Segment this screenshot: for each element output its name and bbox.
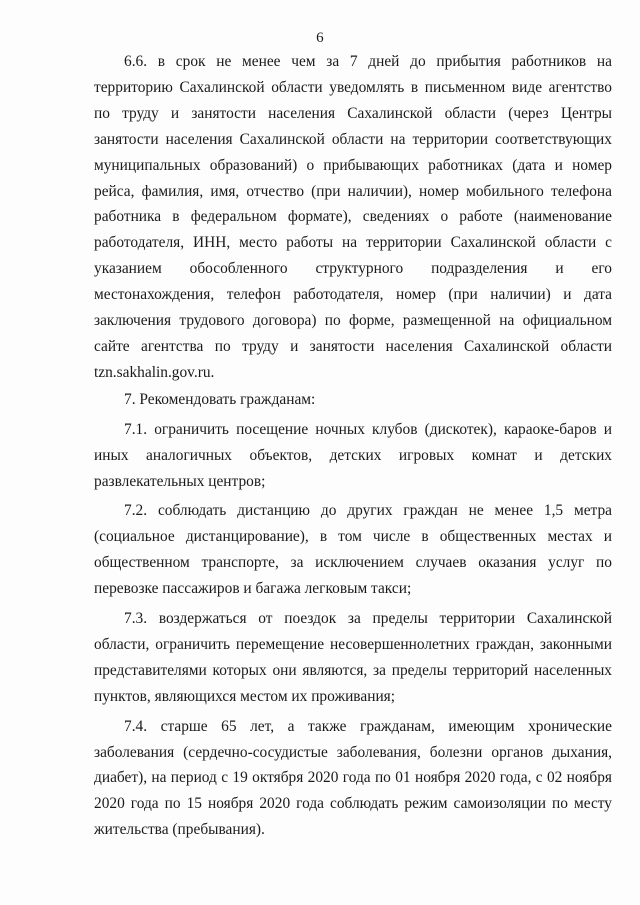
paragraph-7-heading: 7. Рекомендовать гражданам: [124,390,316,408]
paragraph-7-4: 7.4. старше 65 лет, а также гражданам, имеющим хронические заболевания (сердечно-сосудистые заболевания, болезни органов дыхания, диабет), на период с 19 октября 2020 года по 01 ноября 2020 года, с 02 ноября 2020 года по 15 ноября 2020 года соблюдать режим самоизоляции по месту жительства (пребывания). [94,717,612,839]
page-number: 6 [316,30,324,46]
paragraph-6-6: 6.6. в срок не менее чем за 7 дней до прибытия работников на территорию Сахалинской области уведомлять в письменном виде агентство по труду и занятости населения Сахалинской области (через Центры занятости населения Сахалинской области на территории соответствующих муниципальных образований) о прибывающих работниках (дата и номер рейса, фамилия, имя, отчество (при наличии), номер мобильного телефона работника в федеральном формате), сведениях о работе (наименование работодателя, ИНН, место работы на территории Сахалинской области с указанием обособленного структурного подразделения и его местонахождения, телефон работодателя, номер (при наличии) и дата заключения трудового договора) по форме, размещенной на официальном сайте агентства по труду и занятости населения Сахалинской области tzn.sakhalin.gov.ru. [94,53,612,381]
paragraph-7-1: 7.1. ограничить посещение ночных клубов (дискотек), караоке-баров и иных аналогичных объектов, детских игровых комнат и детских развлекательных центров; [94,420,612,490]
paragraph-7-3: 7.3. воздержаться от поездок за пределы территории Сахалинской области, ограничить перемещение несовершеннолетних граждан, законными представителями которых они являются, за пределы территорий населенных пунктов, являющихся местом их проживания; [94,610,612,705]
document-body [94,49,612,843]
paragraph-7-2: 7.2. соблюдать дистанцию до других граждан не менее 1,5 метра (социальное дистанцирование), в том числе в общественных местах и общественном транспорте, за исключением случаев оказания услуг по перевозке пассажиров и багажа легковым такси; [94,502,612,598]
